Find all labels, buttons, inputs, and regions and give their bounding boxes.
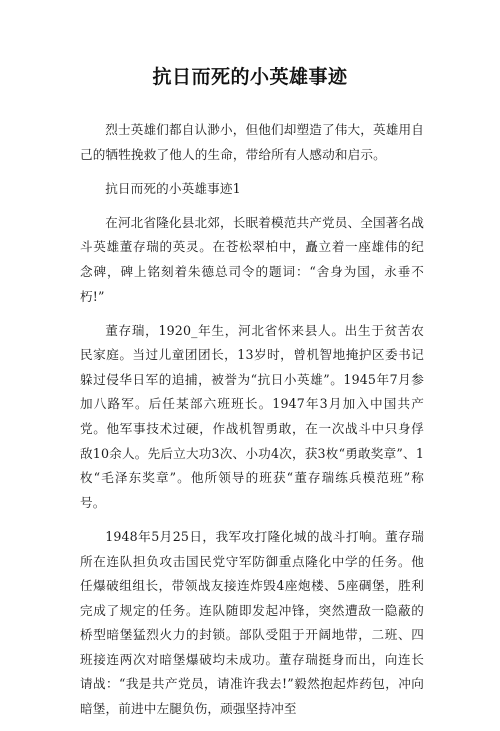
article-body bbox=[80, 118, 424, 731]
body-paragraph-battle: 1948年5月25日，我军攻打隆化城的战斗打响。董存瑞所在连队担负攻击国民党守军防御重点隆化中学的任务。他任爆破组组长，带领战友接连炸毁4座炮楼、5座碉堡，胜利完成了规定的任务。连队随即发起冲锋，突然遭敌一隐蔽的桥型暗堡猛烈火力的封锁。部队受阻于开阔地带，二班、四班接连两次对暗堡爆破均未成功。董存瑞挺身而出，向连长请战：“我是共产党员，请准许我去!”毅然抱起炸药包，冲向暗堡，前进中左腿负伤，顽强坚持冲至 bbox=[80, 528, 424, 717]
body-paragraph-memorial: 在河北省隆化县北郊，长眠着模范共产党员、全国著名战斗英雄董存瑞的英灵。在苍松翠柏中，矗立着一座雄伟的纪念碑，碑上铭刻着朱德总司令的题词：“舍身为国，永垂不朽!” bbox=[80, 214, 424, 304]
section-heading: 抗日而死的小英雄事迹1 bbox=[105, 180, 241, 196]
body-paragraph-biography: 董存瑞，1920_年生，河北省怀来县人。出生于贫苦农民家庭。当过儿童团团长，13岁时，曾机智地掩护区委书记躲过侵华日军的追捕，被誉为“抗日小英雄”。1945年7月参加八路军。后任某部六班班长。1947年3月加入中国共产党。他军事技术过硬，作战机智勇敢，在一次战斗中只身俘敌10余人。先后立大功3次、小功4次，获3枚“勇敢奖章”、1枚“毛泽东奖章”。他所领导的班获“董存瑞练兵模范班”称号。 bbox=[80, 322, 424, 510]
page-title: 抗日而死的小英雄事迹 bbox=[152, 66, 348, 88]
intro-paragraph: 烈士英雄们都自认渺小，但他们却塑造了伟大，英雄用自己的牺牲挽救了他人的生命，带给所有人感动和启示。 bbox=[80, 122, 424, 162]
